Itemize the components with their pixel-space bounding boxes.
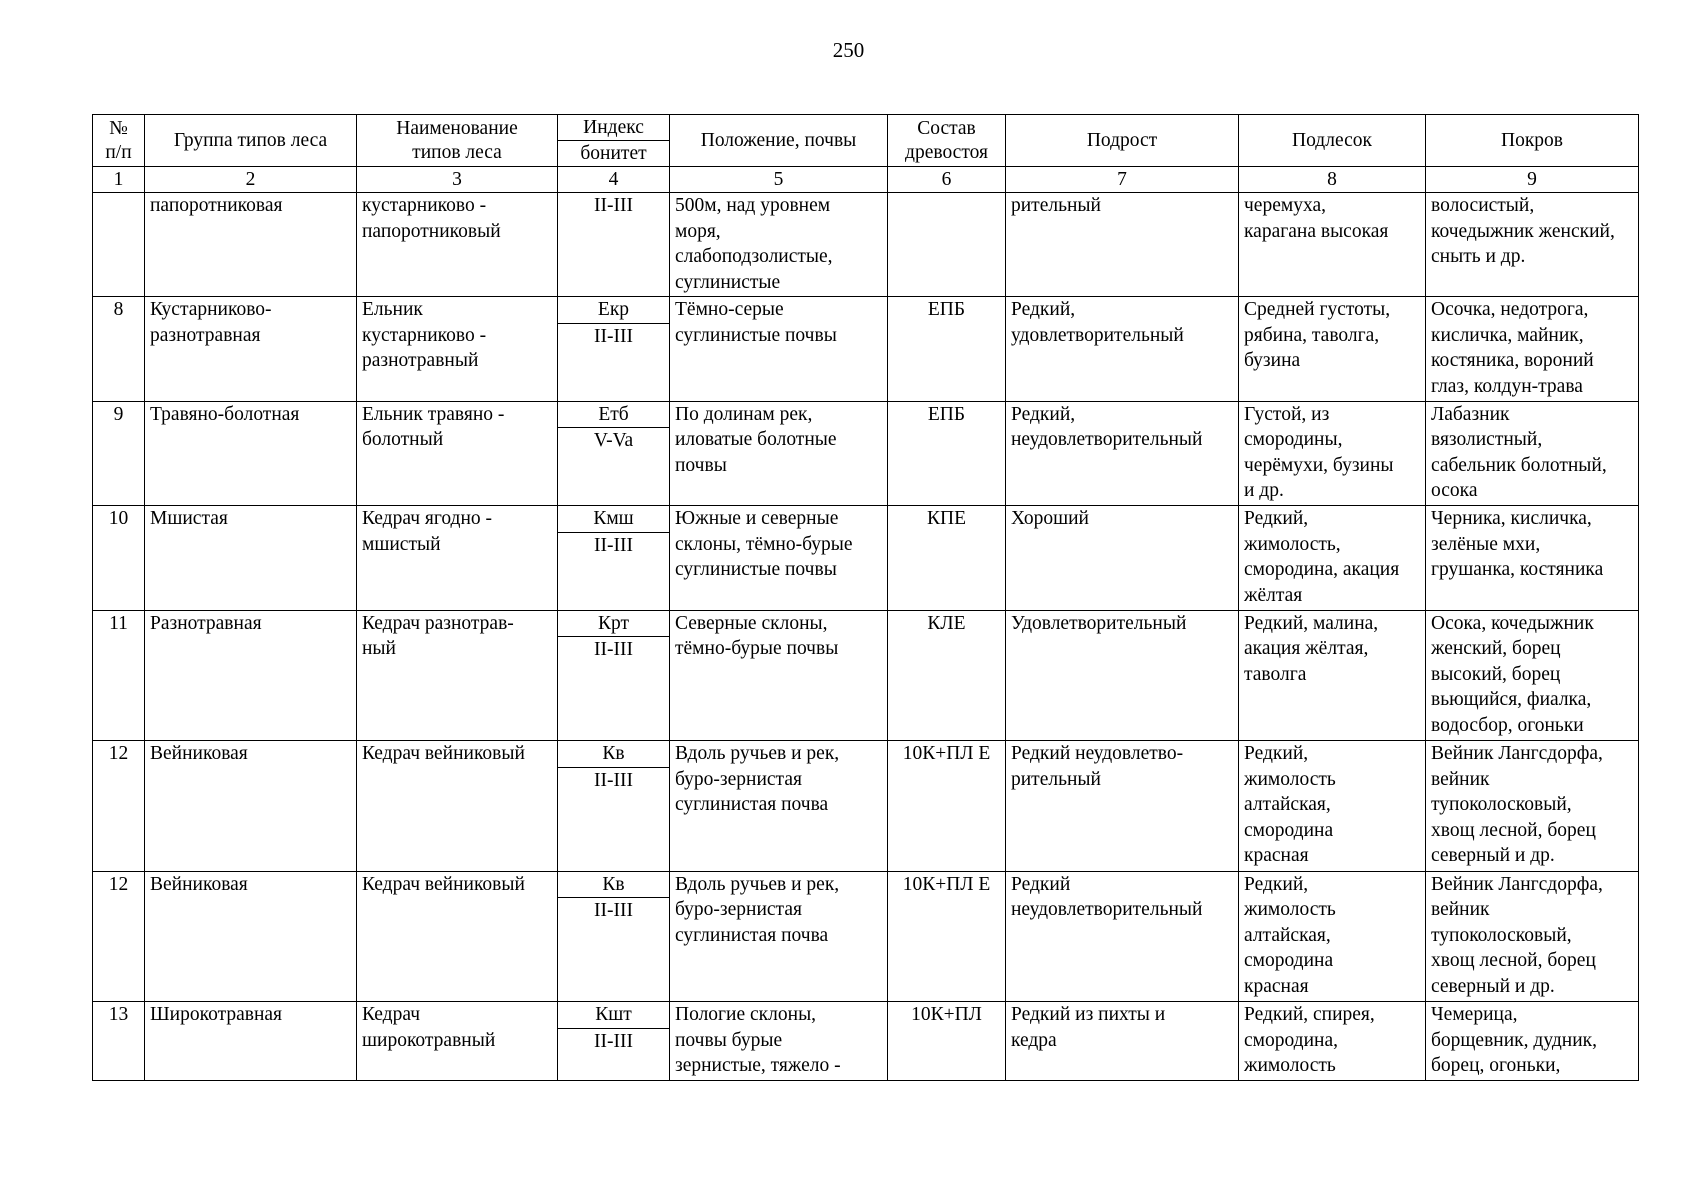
header-index: Индекс: [558, 115, 670, 141]
column-number: 7: [1006, 167, 1239, 193]
bonitet: II-III: [558, 1028, 670, 1080]
forest-index: Крт: [558, 610, 670, 637]
forest-group: Широкотравная: [145, 1002, 357, 1081]
ground-cover: Осока, кочедыжник женский, борец высокий, борец вьющийся, фиалка, водосбор, огоньки: [1426, 610, 1639, 741]
table-row: [93, 193, 1639, 297]
undergrowth: Редкий неудовлетворительный: [1006, 871, 1239, 1002]
row-number: 11: [93, 610, 145, 741]
underwood: Редкий, малина, акация жёлтая, таволга: [1239, 610, 1426, 741]
header-underwood: Подлесок: [1239, 115, 1426, 167]
column-number: 1: [93, 167, 145, 193]
ground-cover: Вейник Лангсдорфа, вейник тупоколосковый, хвощ лесной, борец северный и др.: [1426, 741, 1639, 872]
forest-type-name: Ельник травяно - болотный: [357, 401, 558, 506]
bonitet: V-Va: [558, 428, 670, 506]
bonitet: II-III: [558, 323, 670, 401]
forest-type-name: Кедрач ягодно - мшистый: [357, 506, 558, 611]
header-group: Группа типов леса: [145, 115, 357, 167]
forest-type-name: Кедрач широкотравный: [357, 1002, 558, 1081]
ground-cover: волосистый, кочедыжник женский, сныть и др.: [1426, 193, 1639, 297]
position-soil: 500м, над уровнем моря, слабоподзолистые, суглинистые: [670, 193, 888, 297]
forest-group: Разнотравная: [145, 610, 357, 741]
forest-type-name: Ельник кустарниково - разнотравный: [357, 297, 558, 402]
column-number: 6: [888, 167, 1006, 193]
table-row: [93, 871, 1639, 898]
forest-group: Вейниковая: [145, 741, 357, 872]
stand-composition: 10К+ПЛ Е: [888, 741, 1006, 872]
stand-composition: ЕПБ: [888, 297, 1006, 402]
position-soil: По долинам рек, иловатые болотные почвы: [670, 401, 888, 506]
forest-type-name: Кедрач вейниковый: [357, 741, 558, 872]
undergrowth: Хороший: [1006, 506, 1239, 611]
row-number: 10: [93, 506, 145, 611]
row-number: 13: [93, 1002, 145, 1081]
forest-group: Мшистая: [145, 506, 357, 611]
forest-group: папоротниковая: [145, 193, 357, 297]
forest-type-name: Кедрач разнотрав- ный: [357, 610, 558, 741]
header-composition: Состав древостоя: [888, 115, 1006, 167]
table-row: [93, 506, 1639, 533]
row-number: [93, 193, 145, 297]
forest-index: Кшт: [558, 1002, 670, 1029]
column-number: 5: [670, 167, 888, 193]
forest-index: Кв: [558, 871, 670, 898]
undergrowth: Редкий, неудовлетворительный: [1006, 401, 1239, 506]
stand-composition: [888, 193, 1006, 297]
column-number: 4: [558, 167, 670, 193]
row-number: 9: [93, 401, 145, 506]
position-soil: Пологие склоны, почвы бурые зернистые, тяжело -: [670, 1002, 888, 1081]
header-undergrowth: Подрост: [1006, 115, 1239, 167]
column-numbers-row: [93, 167, 1639, 193]
row-number: 12: [93, 871, 145, 1002]
table-row: [93, 741, 1639, 768]
stand-composition: 10К+ПЛ: [888, 1002, 1006, 1081]
ground-cover: Осочка, недотрога, кисличка, майник, костяника, вороний глаз, колдун-трава: [1426, 297, 1639, 402]
stand-composition: 10К+ПЛ Е: [888, 871, 1006, 1002]
forest-group: Вейниковая: [145, 871, 357, 1002]
header-num: № п/п: [93, 115, 145, 167]
row-number: 12: [93, 741, 145, 872]
forest-index: Кв: [558, 741, 670, 768]
undergrowth: рительный: [1006, 193, 1239, 297]
position-soil: Южные и северные склоны, тёмно-бурые суглинистые почвы: [670, 506, 888, 611]
underwood: Редкий, жимолость алтайская, смородина красная: [1239, 741, 1426, 872]
ground-cover: Вейник Лангсдорфа, вейник тупоколосковый, хвощ лесной, борец северный и др.: [1426, 871, 1639, 1002]
forest-index: Етб: [558, 401, 670, 428]
ground-cover: Черника, кисличка, зелёные мхи, грушанка, костяника: [1426, 506, 1639, 611]
stand-composition: ЕПБ: [888, 401, 1006, 506]
underwood: Редкий, жимолость алтайская, смородина красная: [1239, 871, 1426, 1002]
position-soil: Вдоль ручьев и рек, буро-зернистая суглинистая почва: [670, 741, 888, 872]
column-number: 8: [1239, 167, 1426, 193]
bonitet: II-III: [558, 193, 670, 297]
forest-index: Кмш: [558, 506, 670, 533]
header-cover: Покров: [1426, 115, 1639, 167]
forest-group: Кустарниково- разнотравная: [145, 297, 357, 402]
underwood: Редкий, спирея, смородина, жимолость: [1239, 1002, 1426, 1081]
page-number: 250: [832, 38, 865, 62]
underwood: Средней густоты, рябина, таволга, бузина: [1239, 297, 1426, 402]
header-position: Положение, почвы: [670, 115, 888, 167]
table-row: [93, 297, 1639, 324]
column-number: 2: [145, 167, 357, 193]
undergrowth: Удовлетворительный: [1006, 610, 1239, 741]
forest-type-name: кустарниково - папоротниковый: [357, 193, 558, 297]
table-row: [93, 401, 1639, 428]
stand-composition: КЛЕ: [888, 610, 1006, 741]
underwood: Густой, из смородины, черёмухи, бузины и др.: [1239, 401, 1426, 506]
bonitet: II-III: [558, 767, 670, 871]
position-soil: Вдоль ручьев и рек, буро-зернистая суглинистая почва: [670, 871, 888, 1002]
underwood: Редкий, жимолость, смородина, акация жёлтая: [1239, 506, 1426, 611]
stand-composition: КПЕ: [888, 506, 1006, 611]
position-soil: Северные склоны, тёмно-бурые почвы: [670, 610, 888, 741]
table-row: [93, 1002, 1639, 1029]
bonitet: II-III: [558, 898, 670, 1002]
header-bonitet: бонитет: [558, 141, 670, 167]
column-number: 3: [357, 167, 558, 193]
forest-index: Екр: [558, 297, 670, 324]
column-number: 9: [1426, 167, 1639, 193]
bonitet: II-III: [558, 532, 670, 610]
header-name: Наименование типов леса: [357, 115, 558, 167]
table-row: [93, 610, 1639, 637]
forest-types-table: [92, 114, 1639, 1081]
bonitet: II-III: [558, 637, 670, 741]
undergrowth: Редкий, удовлетворительный: [1006, 297, 1239, 402]
ground-cover: Лабазник вязолистный, сабельник болотный, осока: [1426, 401, 1639, 506]
position-soil: Тёмно-серые суглинистые почвы: [670, 297, 888, 402]
ground-cover: Чемерица, борщевник, дудник, борец, огоньки,: [1426, 1002, 1639, 1081]
underwood: черемуха, карагана высокая: [1239, 193, 1426, 297]
row-number: 8: [93, 297, 145, 402]
header-row: [93, 115, 1639, 141]
forest-type-name: Кедрач вейниковый: [357, 871, 558, 1002]
forest-group: Травяно-болотная: [145, 401, 357, 506]
undergrowth: Редкий из пихты и кедра: [1006, 1002, 1239, 1081]
undergrowth: Редкий неудовлетво- рительный: [1006, 741, 1239, 872]
